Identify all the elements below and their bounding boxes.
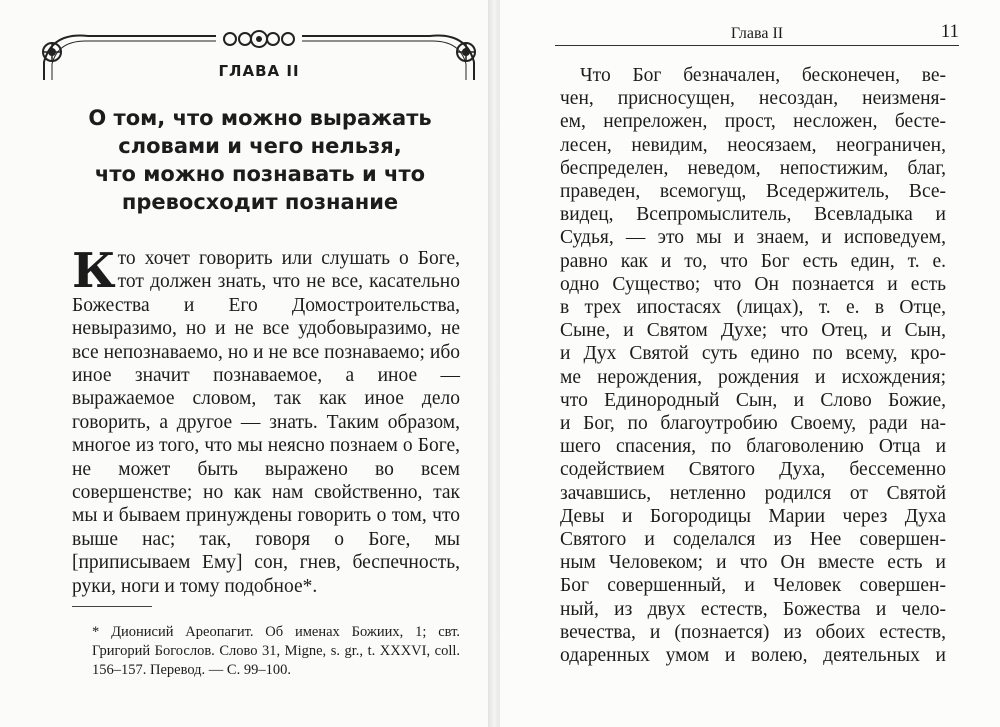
text-line: Сыне, и Святом Духе; что Отец, и Сын,	[560, 320, 946, 342]
text-line: лесен, невидим, неосязаем, неограничен,	[560, 134, 946, 156]
text-line: и Дух Святой суть едино по всему, кро-	[560, 343, 946, 365]
text-line: ный, из двух естеств, Божества и чело-	[560, 598, 946, 620]
text-line: в трех ипостасях (лицах), т. е. в Отце,	[560, 297, 946, 319]
text-line: равно как и то, что Бог есть един, т. е.	[560, 250, 946, 272]
chapter-label: ГЛАВА II	[218, 62, 300, 80]
text-line: шего спасения, по благоволению Отца и	[560, 436, 946, 458]
text-line: Бог совершенный, и Человек совершен-	[560, 575, 946, 597]
text-line: видец, Всепромыслитель, Всевладыка и	[560, 204, 946, 226]
right-page	[500, 0, 1000, 727]
text-line: вечества, и (познается) из обоих естеств,	[560, 621, 946, 643]
text-line: чен, присносущен, несоздан, неизменя-	[560, 88, 946, 110]
right-body-text	[560, 64, 946, 667]
text-line: ме нерождения, рождения и исхождения;	[560, 366, 946, 388]
text-line: ем, непреложен, прост, несложен, бесте-	[560, 111, 946, 133]
text-line: что Единородный Сын, и Слово Божие,	[560, 389, 946, 411]
text-line: зачавшись, нетленно родился от Святой	[560, 482, 946, 504]
text-line: Святого и соделался из Нее совершен-	[560, 529, 946, 551]
chapter-title-line: что можно познавать и что	[94, 162, 426, 186]
chapter-title	[70, 104, 450, 216]
chapter-title-line: словами и чего нельзя,	[118, 134, 402, 158]
text-line: беспределен, неведом, непостижим, благ,	[560, 157, 946, 179]
running-head-title: Глава II	[730, 25, 784, 42]
body-paragraph: то хочет говорить или слушать о Боге, тот должен знать, что не все, касательно Божества и Его Домостроительства, невыразимо, но и не все удобовыразимо, не все непознаваемо, но и не все познаваемо; ибо иное значит познаваемое, а иное — выражаемое словом, так как иное дело говорить, а другое — знать. Таким образом, многое из того, что мы неясно познаем о Боге, не может быть выражено во всем совершенстве; но как нам свойственно, так мы и бываем принуждены говорить о том, что выше нас; так, говоря о Боге, мы [приписываем Ему] сон, гнев, беспечность, руки, ноги и тому подобное*.	[72, 248, 460, 597]
text-line: и Бог, по благоутробию Своему, ради на-	[560, 413, 946, 435]
footnote	[72, 623, 460, 680]
text-line: содействием Святого Духа, бессеменно	[560, 459, 946, 481]
chapter-title-line: превосходит познание	[121, 190, 399, 214]
center-ornament-icon	[216, 28, 302, 50]
chapter-body-text	[72, 243, 460, 598]
text-line: ным Человеком; и что Он вместе есть и	[560, 552, 946, 574]
text-line: Судья, — это мы и знаем, и исповедуем,	[560, 227, 946, 249]
text-line: одно Существо; что Он познается и есть	[560, 273, 946, 295]
text-line: Что Бог безначален, бесконечен, ве-	[580, 65, 946, 86]
page-number: 11	[940, 21, 959, 42]
footnote-text: * Дионисий Ареопагит. Об именах Божиих, 1; свт. Григорий Богослов. Слово 31, Migne, s. gr., t. XXXVI, coll. 156–157. Перевод. — С. 99–100.	[92, 624, 460, 678]
corner-knot-left-icon	[43, 43, 61, 61]
running-head	[555, 21, 959, 46]
text-line: праведен, всемогущ, Вседержитель, Все-	[560, 181, 946, 203]
footnote-divider	[72, 606, 152, 607]
corner-knot-right-icon	[457, 43, 475, 61]
drop-cap: К	[72, 243, 116, 299]
left-page	[0, 0, 492, 727]
chapter-title-line: О том, что можно выражать	[88, 106, 432, 130]
text-line: Девы и Богородицы Марии через Духа	[560, 505, 946, 527]
text-line: одаренных умом и волею, деятельных и	[560, 645, 946, 667]
